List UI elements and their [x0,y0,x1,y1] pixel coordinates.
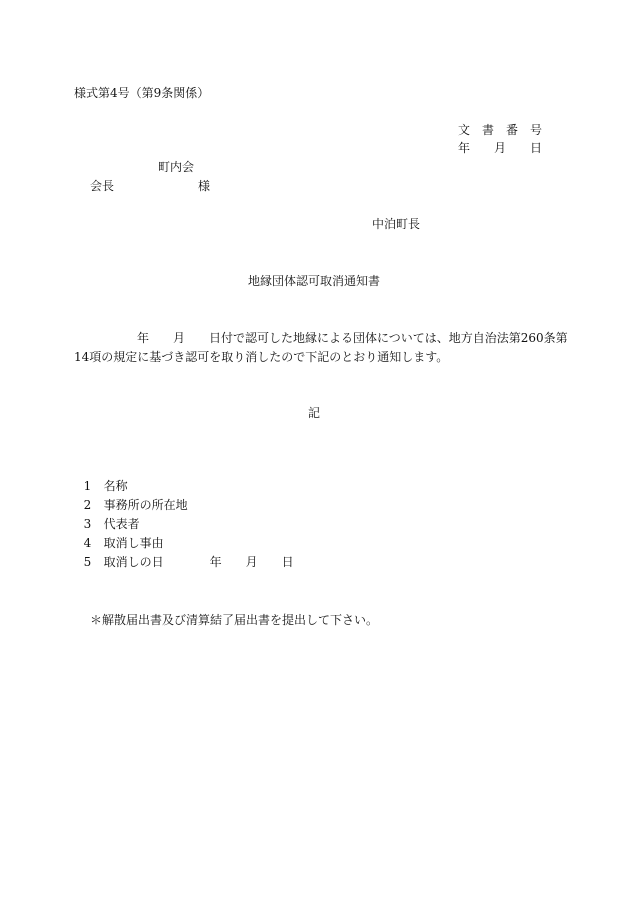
form-number: 様式第4号（第9条関係） [74,86,210,100]
recipient-association: 町内会 [158,160,195,174]
item-label: 代表者 [103,517,140,531]
item-number: 1 [83,479,92,493]
revocation-date-blank: 年 月 日 [209,555,294,569]
item-label: 名称 [103,479,128,493]
item-number: 3 [83,517,92,531]
ki-heading: 記 [308,406,321,420]
item-number: 5 [83,555,92,569]
body-text-line-2: 14項の規定に基づき認可を取り消したので下記のとおり通知します。 [74,350,449,364]
document-title: 地縁団体認可取消通知書 [248,274,381,288]
recipient-title: 会長 様 [90,179,211,193]
document-date-label: 年 月 日 [458,141,543,155]
item-label: 取消しの日 [103,555,164,569]
document-number-label: 文 書 番 号 [458,123,543,137]
item-label: 取消し事由 [103,536,164,550]
footnote: ＊解散届出書及び清算結了届出書を提出して下さい。 [90,613,379,627]
body-text-line-1: 年 月 日付で認可した地縁による団体については、地方自治法第260条第 [137,331,568,345]
item-label: 事務所の所在地 [103,498,188,512]
item-number: 2 [83,498,92,512]
item-number: 4 [83,536,92,550]
list-item [76,538,294,570]
sender-name: 中泊町長 [372,217,421,231]
